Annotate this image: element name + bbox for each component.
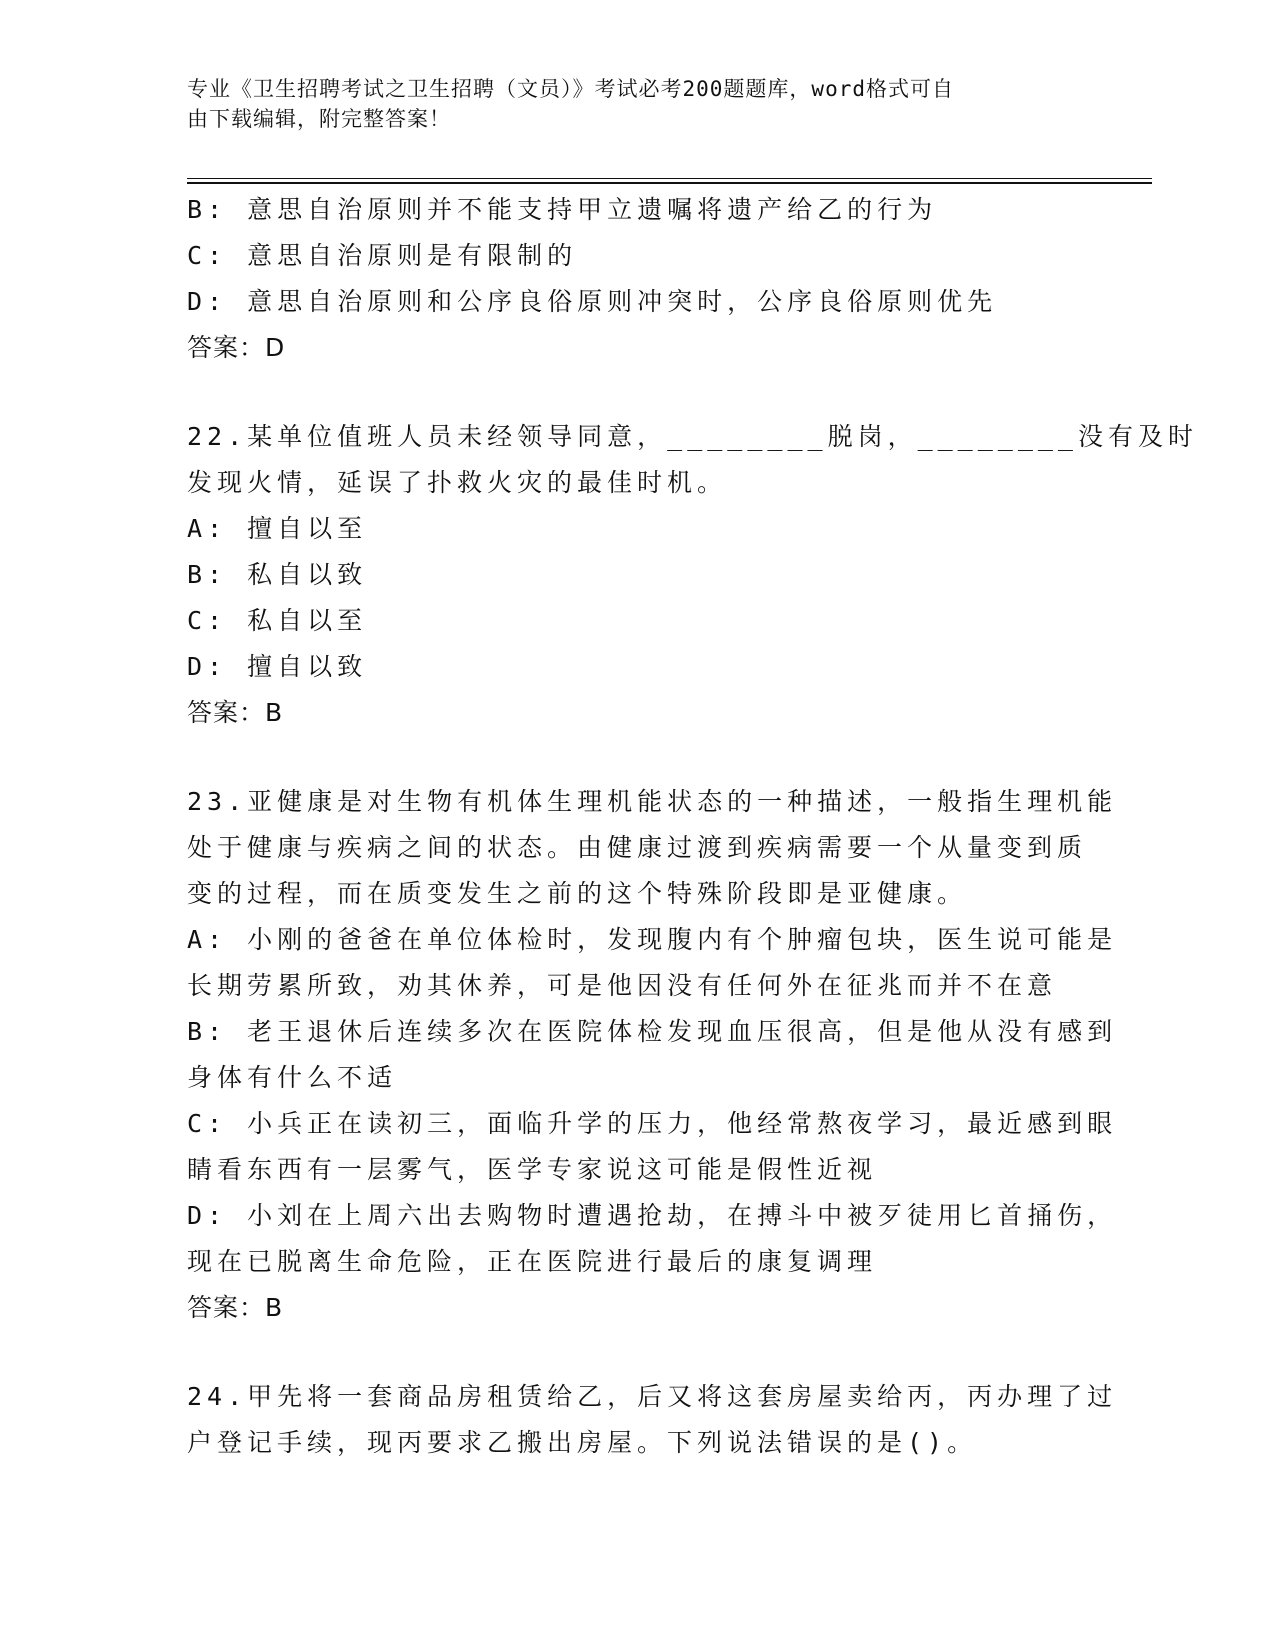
question-gap (187, 1331, 1087, 1374)
option-b-continued: 身体有什么不适 (187, 1063, 398, 1092)
option-d: D: 小刘在上周六出去购物时遭遇抢劫，在搏斗中被歹徒用匕首捅伤， (187, 1201, 1118, 1230)
option-d-continued: 现在已脱离生命危险，正在医院进行最后的康复调理 (187, 1247, 878, 1276)
answer: 答案：B (187, 1293, 284, 1322)
question-23 (187, 779, 1118, 1331)
answer: 答案：B (187, 698, 284, 727)
header-line-1: 专业《卫生招聘考试之卫生招聘（文员）》考试必考200题题库，word格式可自 (187, 77, 954, 101)
option-a: A: 小刚的爸爸在单位体检时，发现腹内有个肿瘤包块，医生说可能是 (187, 925, 1118, 954)
question-gap (187, 371, 1087, 414)
option-d: D: 擅自以致 (187, 652, 368, 681)
question-stem-line: 处于健康与疾病之间的状态。由健康过渡到疾病需要一个从量变到质 (187, 833, 1088, 862)
option-d: D: 意思自治原则和公序良俗原则冲突时，公序良俗原则优先 (187, 287, 998, 316)
question-stem-line: 发现火情，延误了扑救火灾的最佳时机。 (187, 468, 728, 497)
option-c: C: 小兵正在读初三，面临升学的压力，他经常熬夜学习，最近感到眼 (187, 1109, 1118, 1138)
option-b: B: 老王退休后连续多次在医院体检发现血压很高，但是他从没有感到 (187, 1017, 1118, 1046)
question-stem-line: 户登记手续，现丙要求乙搬出房屋。下列说法错误的是()。 (187, 1428, 978, 1457)
question-stem-line: 24.甲先将一套商品房租赁给乙，后又将这套房屋卖给丙，丙办理了过 (187, 1382, 1118, 1411)
question-24 (187, 1374, 1118, 1466)
document-header (187, 74, 1087, 134)
header-line-2: 由下载编辑，附完整答案！ (187, 107, 451, 131)
header-divider-thick (187, 182, 1152, 184)
question-21-tail (187, 187, 1087, 371)
question-stem-line: 22.某单位值班人员未经领导同意，________脱岗，________没有及时 (187, 422, 1198, 451)
option-a: A: 擅自以至 (187, 514, 368, 543)
question-stem-line: 23.亚健康是对生物有机体生理机能状态的一种描述，一般指生理机能 (187, 787, 1118, 816)
question-gap (187, 736, 1087, 779)
question-22 (187, 414, 1198, 736)
answer: 答案：D (187, 333, 286, 362)
option-c-continued: 睛看东西有一层雾气，医学专家说这可能是假性近视 (187, 1155, 878, 1184)
option-b: B: 意思自治原则并不能支持甲立遗嘱将遗产给乙的行为 (187, 195, 938, 224)
header-divider-thin (187, 178, 1152, 179)
question-stem-line: 变的过程，而在质变发生之前的这个特殊阶段即是亚健康。 (187, 879, 968, 908)
option-c: C: 意思自治原则是有限制的 (187, 241, 578, 270)
option-b: B: 私自以致 (187, 560, 368, 589)
option-c: C: 私自以至 (187, 606, 368, 635)
question-list (187, 187, 1198, 1466)
option-a-continued: 长期劳累所致，劝其休养，可是他因没有任何外在征兆而并不在意 (187, 971, 1058, 1000)
